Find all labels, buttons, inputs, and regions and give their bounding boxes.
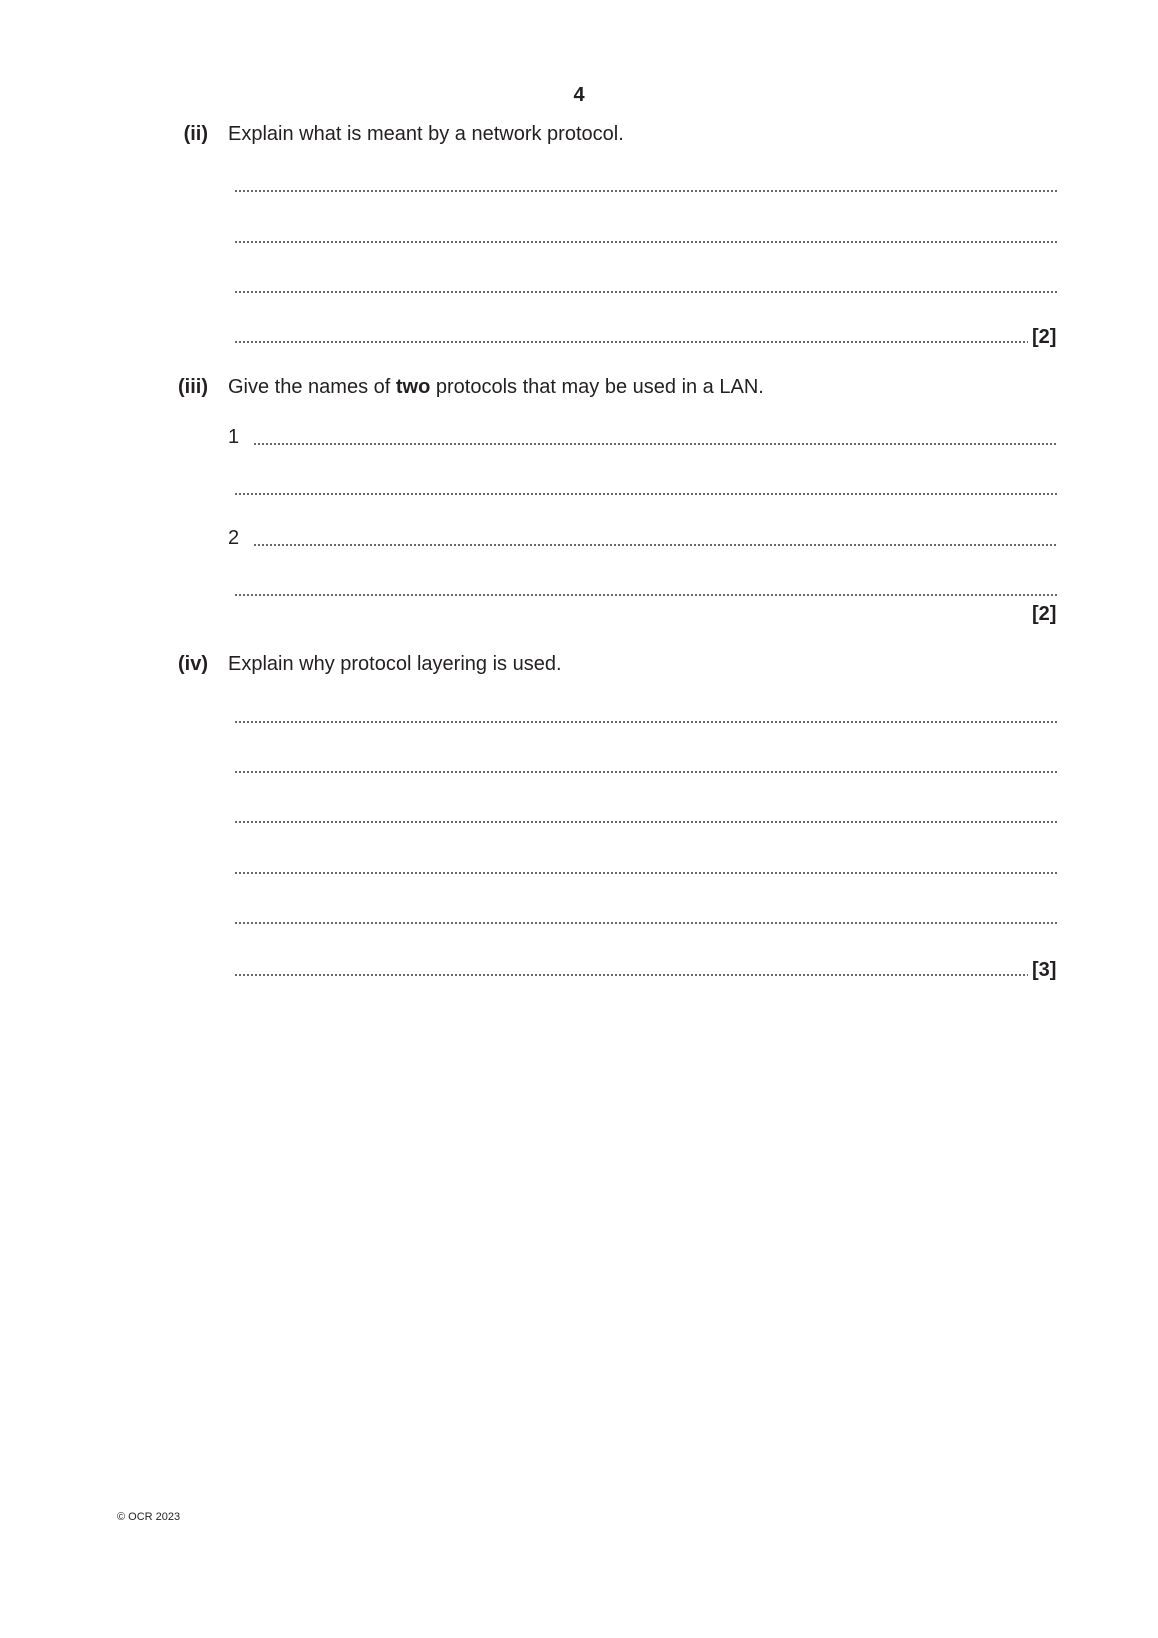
marks-ii: [2] xyxy=(1032,326,1057,348)
answer-line[interactable] xyxy=(234,493,1058,495)
question-text-iii xyxy=(228,376,764,399)
question-label-iv: (iv) xyxy=(178,653,208,675)
question-text-iv: Explain why protocol layering is used. xyxy=(228,653,562,675)
question-text-iii-bold: two xyxy=(395,376,431,398)
answer-line[interactable] xyxy=(234,974,1028,976)
answer-line[interactable] xyxy=(234,721,1058,723)
answer-line[interactable] xyxy=(234,291,1058,293)
answer-line[interactable] xyxy=(234,922,1058,924)
answer-line[interactable] xyxy=(253,544,1058,546)
answer-line[interactable] xyxy=(234,771,1058,773)
marks-iv: [3] xyxy=(1032,959,1057,981)
page-number: 4 xyxy=(573,84,585,106)
question-label-ii: (ii) xyxy=(183,123,208,145)
question-text-iii-end: protocols that may be used in a LAN. xyxy=(430,376,764,398)
answer-line[interactable] xyxy=(234,341,1028,343)
marks-iii: [2] xyxy=(1032,603,1057,625)
question-label-iii: (iii) xyxy=(178,376,208,398)
copyright-footer: © OCR 2023 xyxy=(117,1511,181,1523)
item-number-1: 1 xyxy=(228,426,240,448)
answer-line[interactable] xyxy=(253,443,1058,445)
answer-line[interactable] xyxy=(234,594,1058,596)
answer-line[interactable] xyxy=(234,821,1058,823)
answer-line[interactable] xyxy=(234,190,1058,192)
question-text-iii-start: Give the names of xyxy=(228,376,396,398)
item-number-2: 2 xyxy=(228,527,240,549)
answer-line[interactable] xyxy=(234,872,1058,874)
question-text-ii: Explain what is meant by a network protocol. xyxy=(228,123,624,145)
answer-line[interactable] xyxy=(234,241,1058,243)
